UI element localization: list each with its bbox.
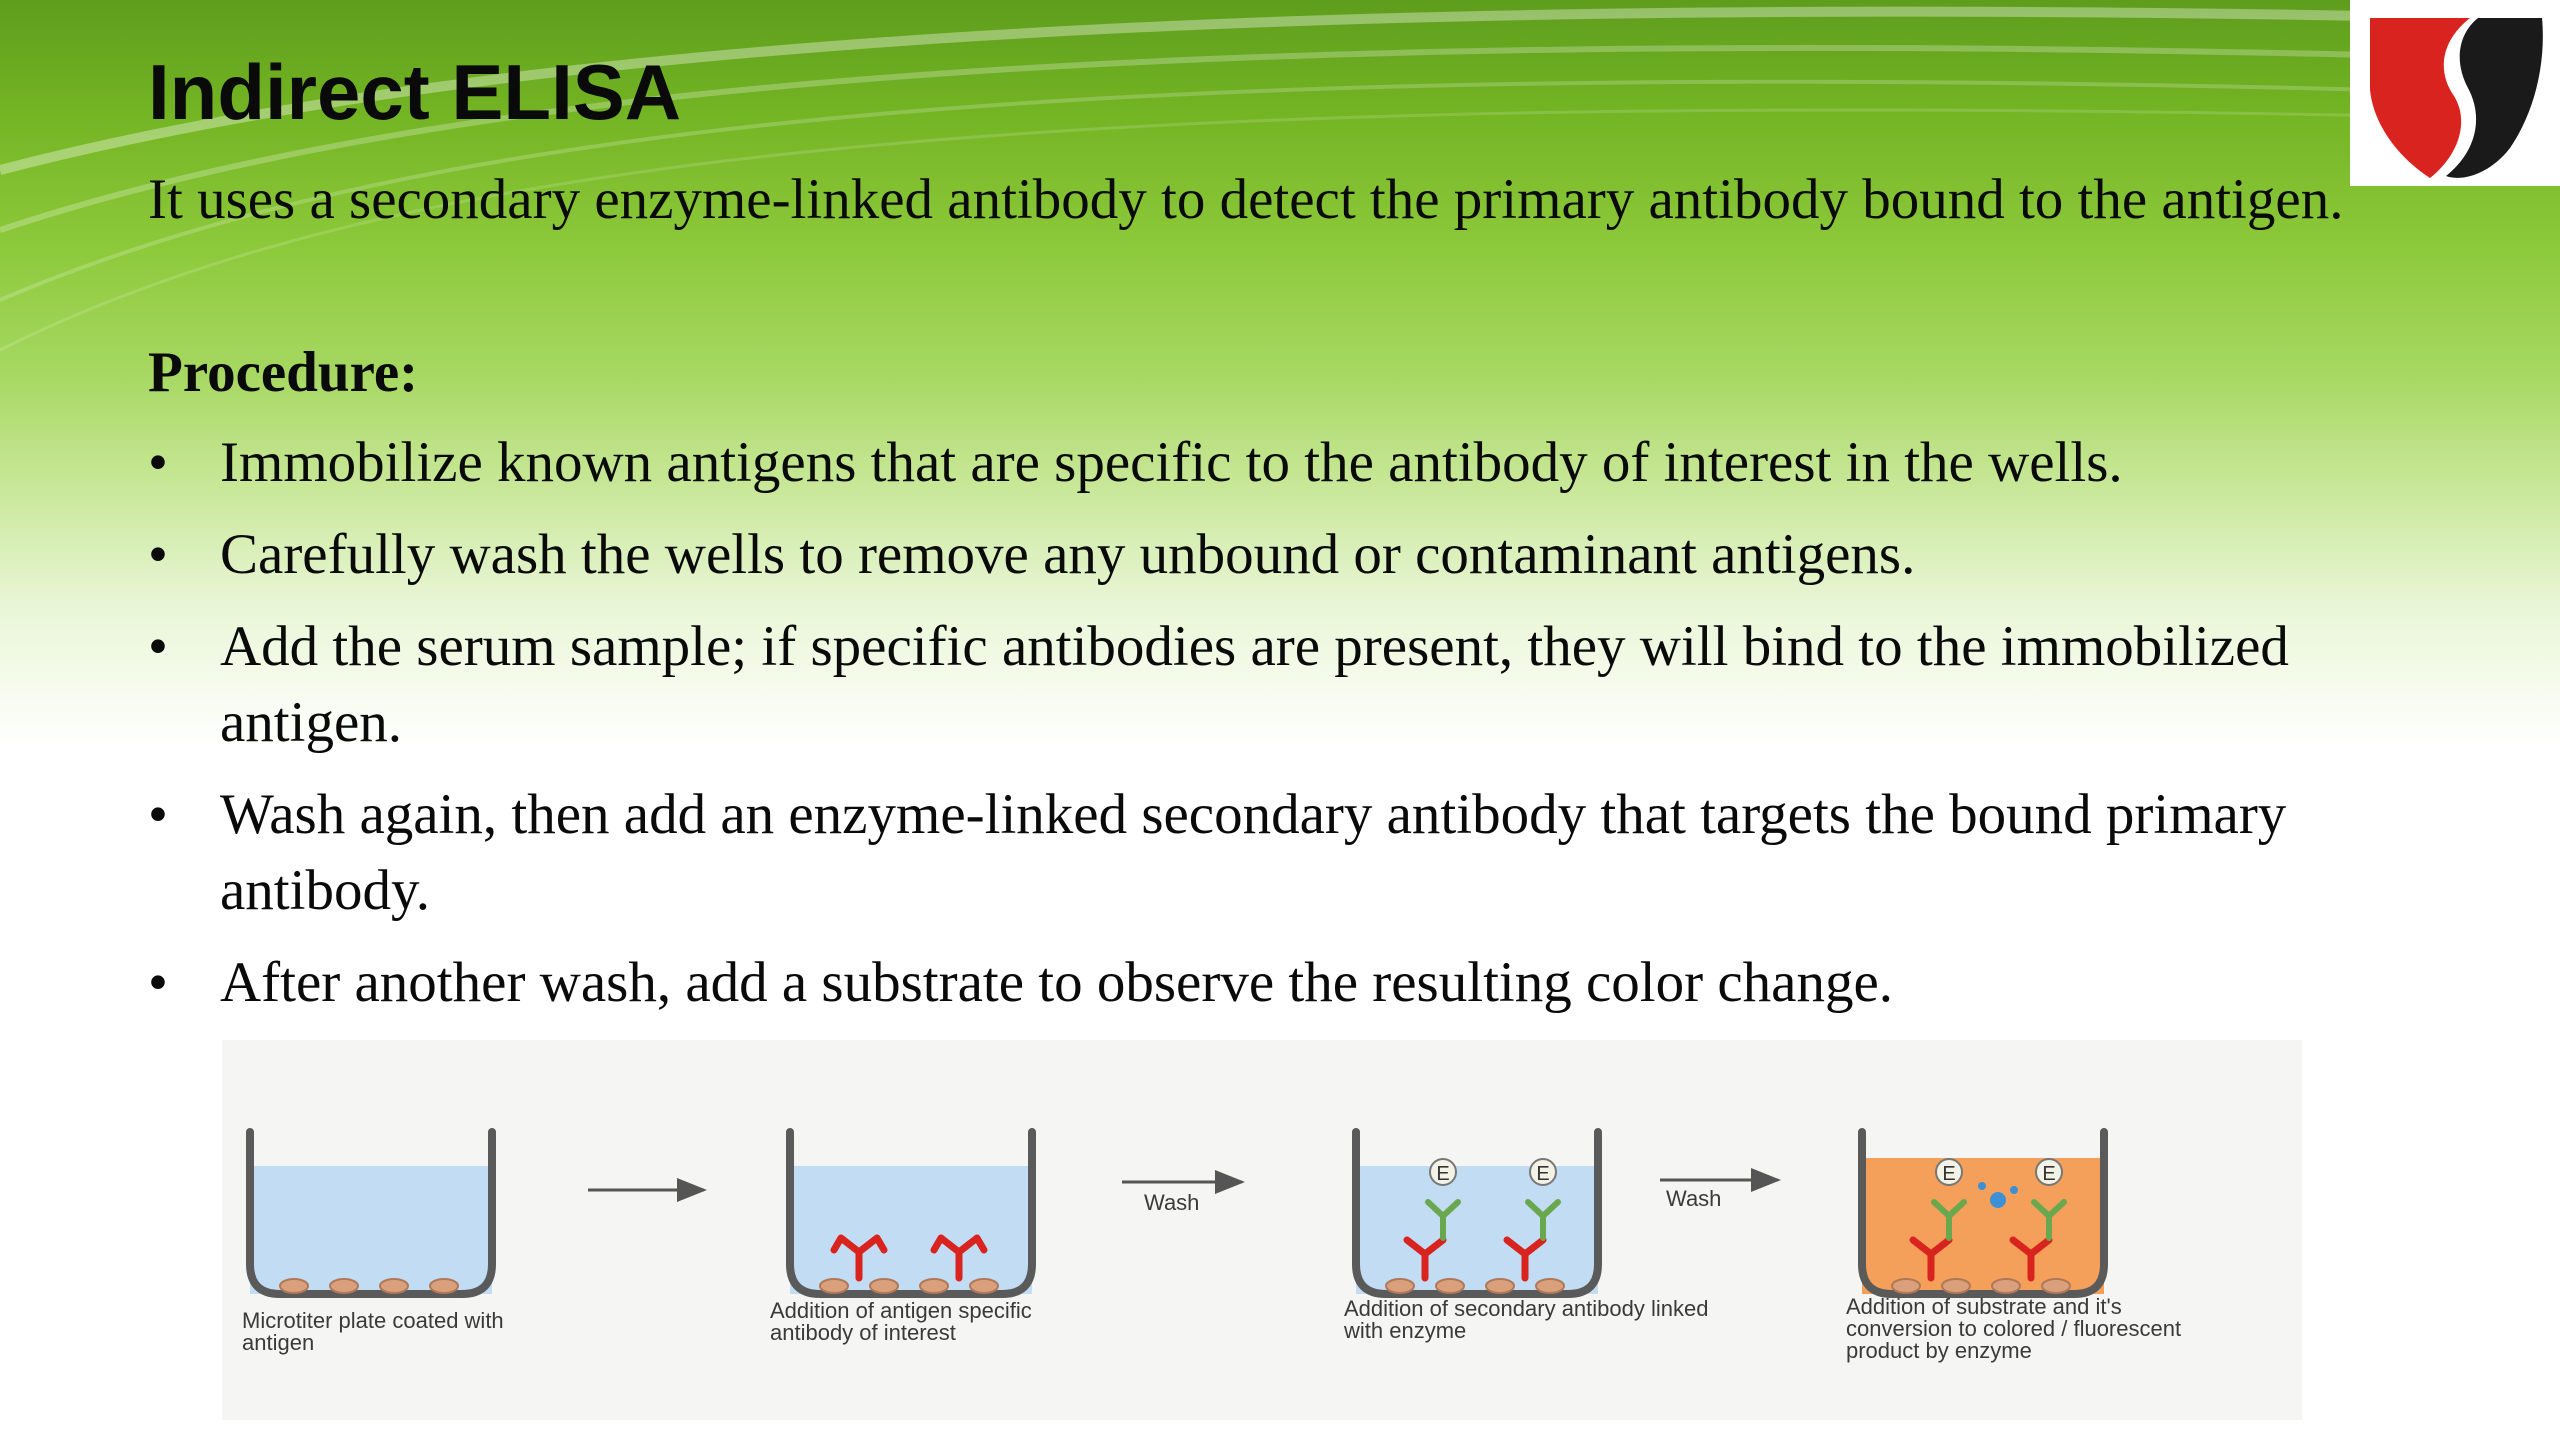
step-text: Wash again, then add an enzyme-linked secondary antibody that targets the bound primary antibody.	[220, 783, 2287, 922]
well-3	[1356, 1132, 1598, 1294]
wash-label: Wash	[1666, 1186, 1722, 1211]
procedure-step	[148, 425, 2398, 501]
well-1	[250, 1132, 492, 1294]
bullet-point: •	[148, 431, 168, 494]
step-text: After another wash, add a substrate to observe the resulting color change.	[220, 951, 1894, 1014]
slide-title: Indirect ELISA	[148, 48, 682, 136]
bullet-point: •	[148, 783, 168, 846]
elisa-diagram	[222, 1040, 2302, 1420]
procedure-step	[148, 945, 2398, 1021]
enzyme-letter: E	[1436, 1163, 1450, 1185]
procedure-list	[148, 425, 2398, 1037]
caption-step-1: Microtiter plate coated with antigen	[242, 1308, 504, 1355]
intro-text: It uses a secondary enzyme-linked antibody to detect the primary antibody bound to the antigen.	[148, 168, 2344, 231]
procedure-step	[148, 609, 2398, 761]
procedure-step	[148, 517, 2398, 593]
bullet-point: •	[148, 951, 168, 1014]
wash-label: Wash	[1144, 1190, 1200, 1215]
institution-logo	[2350, 0, 2560, 186]
enzyme-letter: E	[1942, 1163, 1956, 1185]
well-2	[790, 1132, 1032, 1294]
caption-step-4: Addition of substrate and it's conversion to colored / fluorescent product by enzyme	[1846, 1294, 2182, 1363]
enzyme-letter: E	[2042, 1163, 2056, 1185]
step-text: Add the serum sample; if specific antibodies are present, they will bind to the immobilized antigen.	[220, 615, 2289, 754]
procedure-step	[148, 777, 2398, 929]
bullet-point: •	[148, 523, 168, 586]
well-4	[1862, 1132, 2104, 1294]
enzyme-letter: E	[1536, 1163, 1550, 1185]
caption-step-2: Addition of antigen specific antibody of interest	[770, 1298, 1032, 1345]
procedure-heading: Procedure:	[148, 341, 419, 404]
bullet-point: •	[148, 615, 168, 678]
caption-step-3: Addition of secondary antibody linked with enzyme	[1344, 1296, 1709, 1343]
step-text: Carefully wash the wells to remove any unbound or contaminant antigens.	[220, 523, 1916, 586]
step-text: Immobilize known antigens that are specific to the antibody of interest in the wells.	[220, 431, 2123, 494]
